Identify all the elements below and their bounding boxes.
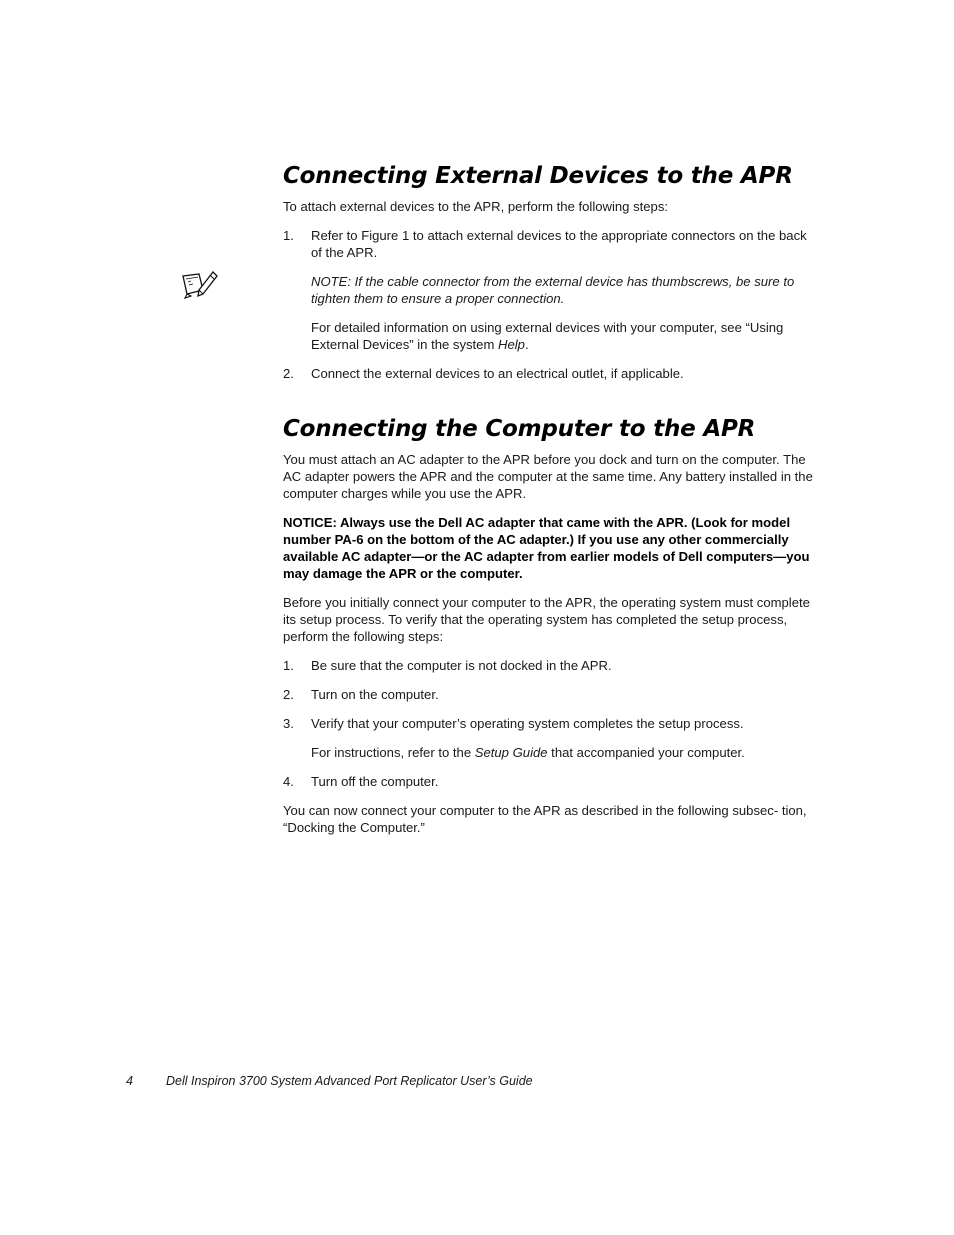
list-item [283, 657, 815, 674]
step-text: Turn on the computer. [311, 687, 439, 702]
step-text: Verify that your computer’s operating system completes the setup process. [311, 716, 744, 731]
step-number: 1. [283, 228, 294, 243]
section-heading-external-devices: Connecting External Devices to the APR [283, 163, 793, 189]
step-text: Turn off the computer. [311, 774, 439, 789]
note-block [283, 273, 815, 307]
step-number: 3. [283, 716, 294, 731]
list-item [283, 365, 815, 382]
step-number: 1. [283, 658, 294, 673]
adapter-paragraph: You must attach an AC adapter to the APR before you dock and turn on the computer. The AC adapter powers the APR and the computer at the same time. Any battery installed in the computer charges while you use the APR. [283, 452, 813, 501]
notice-paragraph: NOTICE: Always use the Dell AC adapter that came with the APR. (Look for model number PA-6 on the bottom of the AC adapter.) If you use any other commercially available AC adapter—or the AC adapter from earlier models of Dell computers—you may damage the APR or the computer. [283, 515, 810, 581]
step-number: 2. [283, 366, 294, 381]
list-item [283, 686, 815, 703]
footer-title: Dell Inspiron 3700 System Advanced Port Replicator User’s Guide [166, 1074, 533, 1088]
info-paragraph: For detailed information on using external devices with your computer, see “Using External Devices” in the system Help. [311, 320, 784, 352]
step-number: 4. [283, 774, 294, 789]
step-text: Refer to Figure 1 to attach external devices to the appropriate connectors on the back of the APR. [311, 228, 807, 260]
step-text: Be sure that the computer is not docked in the APR. [311, 658, 612, 673]
intro-paragraph: To attach external devices to the APR, perform the following steps: [283, 199, 669, 214]
page-content [283, 160, 815, 836]
list-item [283, 715, 815, 732]
instructions-paragraph: For instructions, refer to the Setup Guide that accompanied your computer. [311, 745, 745, 760]
closing-paragraph: You can now connect your computer to the APR as described in the following subsec- tion, “Docking the Computer.” [283, 803, 807, 835]
section-heading-computer: Connecting the Computer to the APR [283, 416, 756, 442]
setup-guide-reference: Setup Guide [474, 745, 548, 760]
note-pencil-icon [179, 268, 219, 304]
step-number: 2. [283, 687, 294, 702]
page-number: 4 [126, 1074, 133, 1088]
note-text: NOTE: If the cable connector from the external device has thumbscrews, be sure to tighten them to ensure a proper connection. [311, 274, 795, 306]
setup-paragraph: Before you initially connect your computer to the APR, the operating system must complete its setup process. To verify that the operating system has completed the setup process, perform the following steps: [283, 595, 810, 644]
help-reference: Help [498, 337, 525, 352]
list-item [283, 773, 815, 790]
page-footer [126, 1074, 533, 1088]
step-text: Connect the external devices to an electrical outlet, if applicable. [311, 366, 684, 381]
list-item [283, 227, 815, 261]
